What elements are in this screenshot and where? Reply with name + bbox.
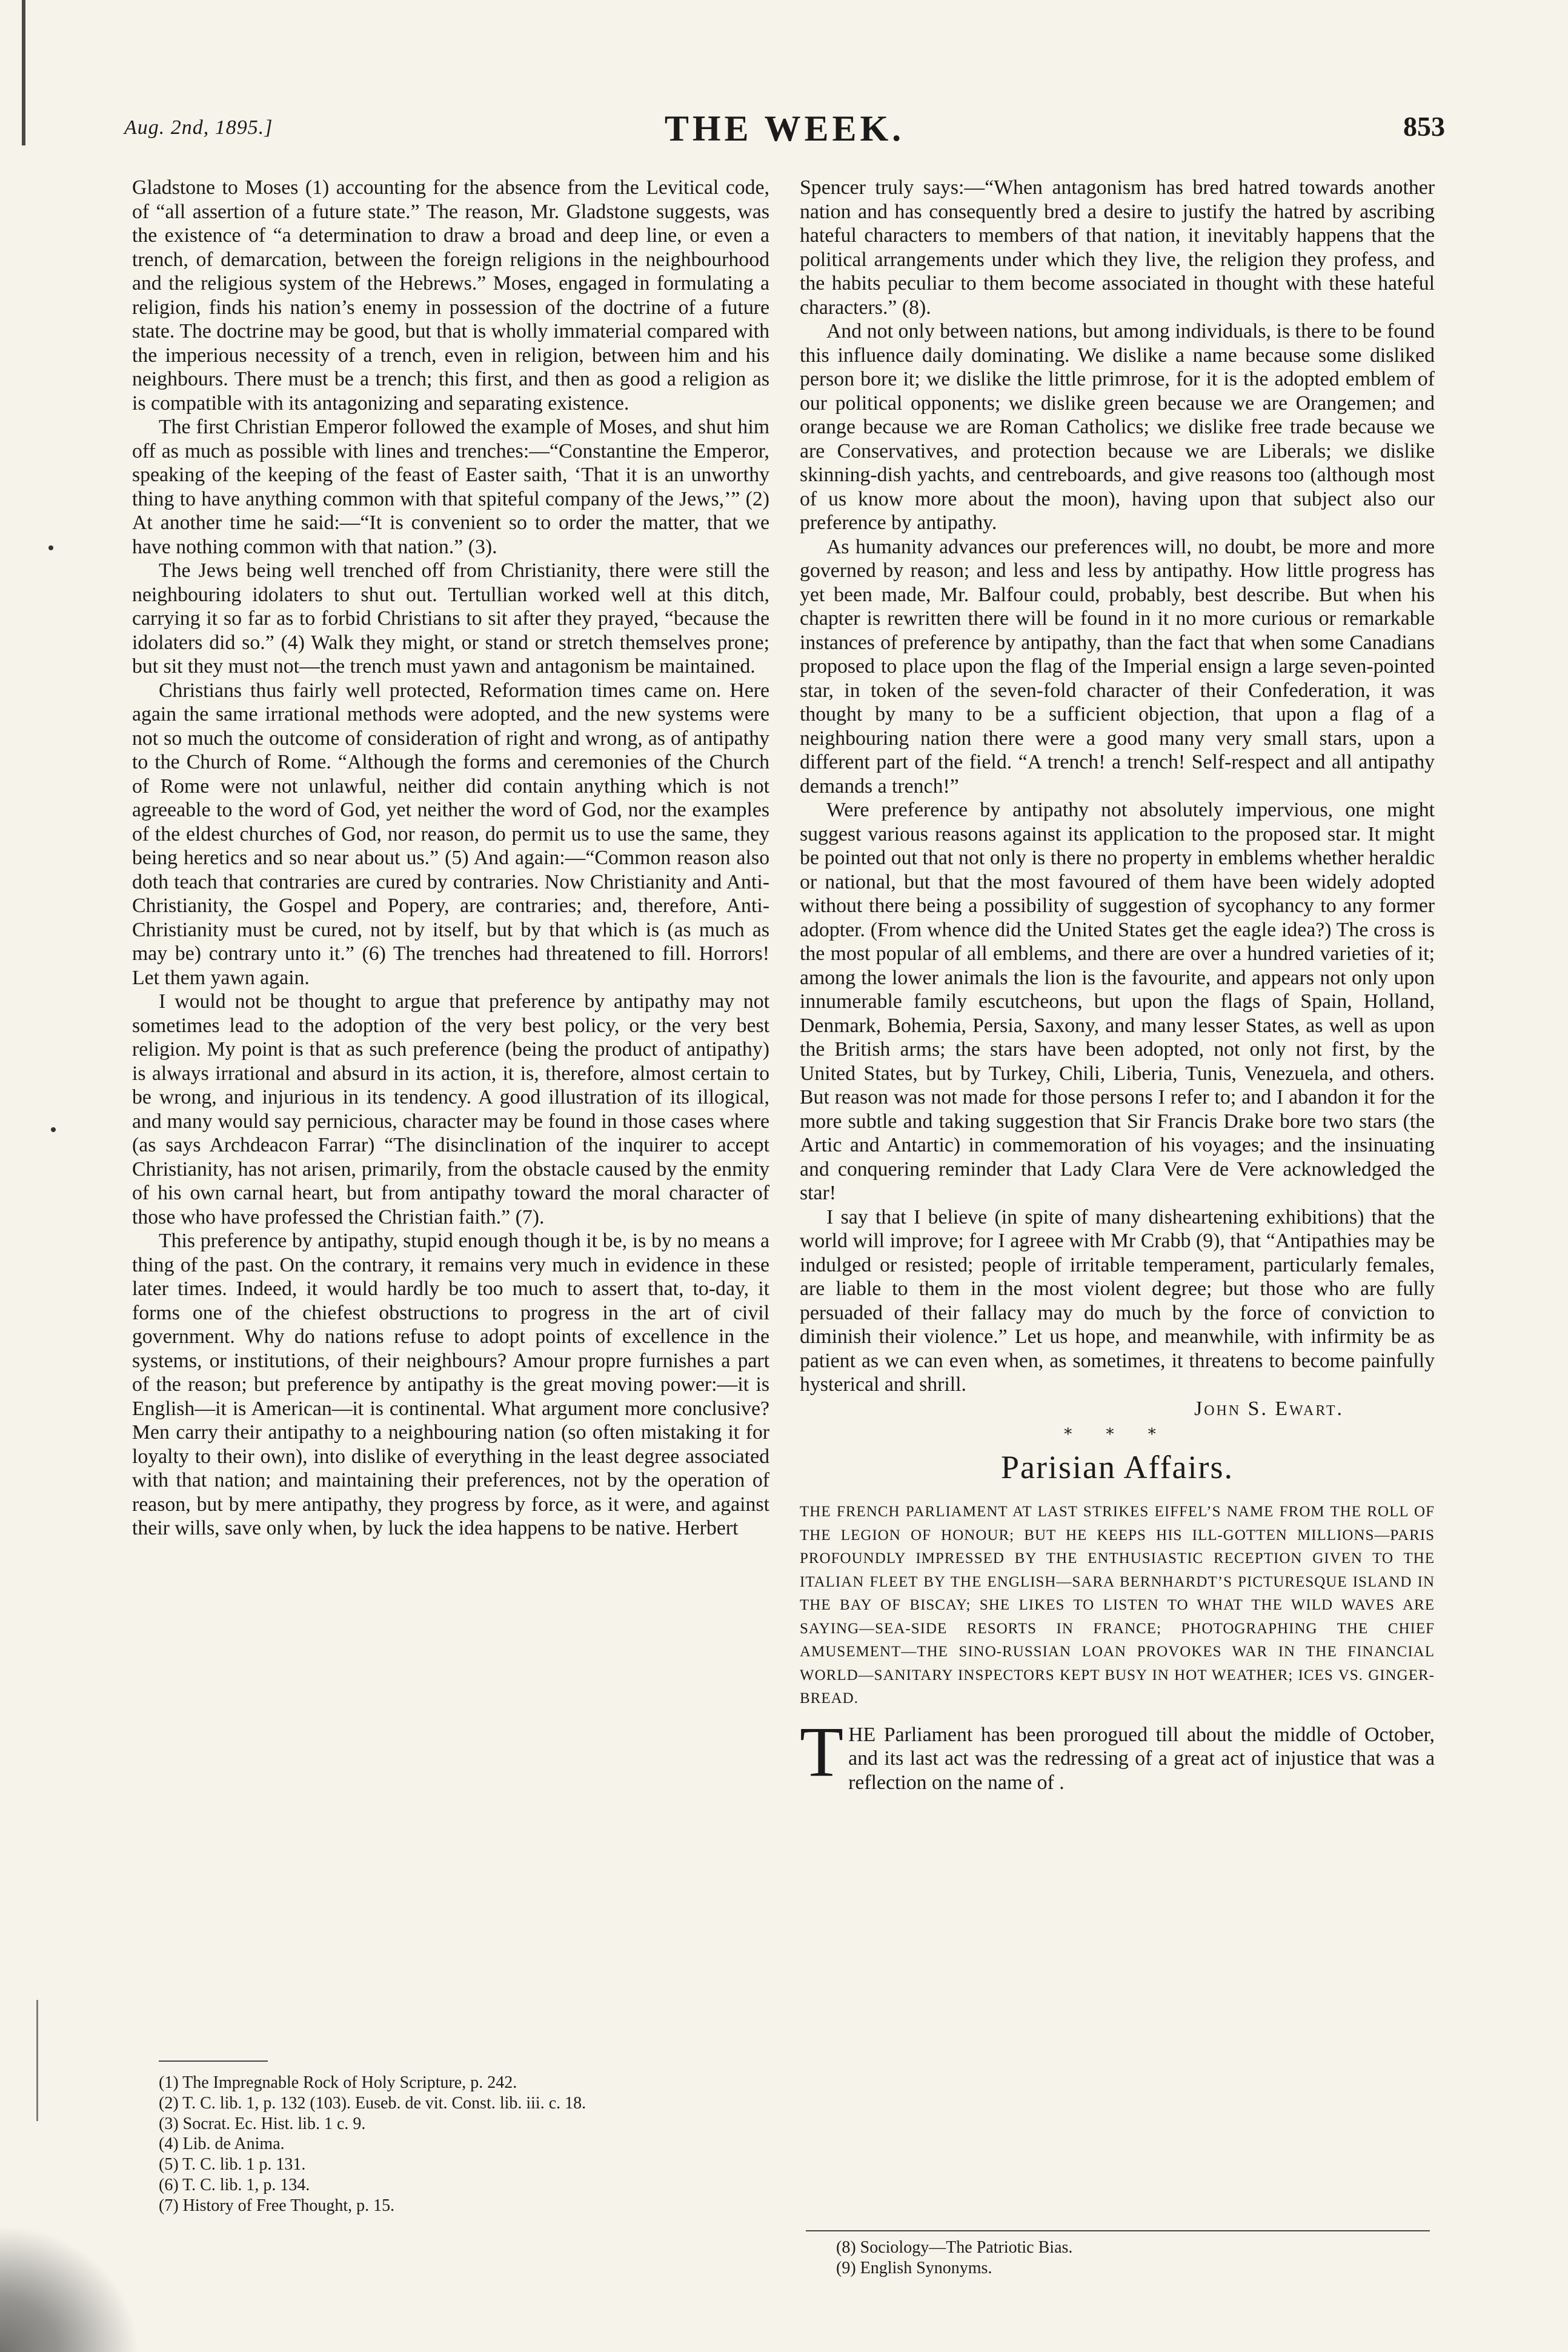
section-opening-paragraph [800,1711,1435,1795]
section-summary: THE FRENCH PARLIAMENT AT LAST STRIKES EIFFEL’S NAME FROM THE ROLL OF THE LEGION OF HONOUR; BUT HE KEEPS HIS ILL-GOTTEN MILLIONS—PARIS PROFOUNDLY IMPRESSED BY THE ENTHUSIASTIC RECEPTION GIVEN TO THE ITALIAN FLEET BY THE ENGLISH—SARA BERNHARDT’S PICTURESQUE ISLAND IN THE BAY OF BISCAY; SHE LIKES TO LISTEN TO WHAT THE WILD WAVES ARE SAYING—SEA-SIDE RESORTS IN FRANCE; PHOTOGRAPHING THE CHIEF AMUSEMENT—THE SINO-RUSSIAN LOAN PROVOKES WAR IN THE FINANCIAL WORLD—SANITARY INSPECTORS KEPT BUSY IN HOT WEATHER; ICES VS. GINGER-BREAD. [800,1504,1435,1707]
drop-cap-rest: HE [848,1723,876,1746]
article-paragraph: I say that I believe (in spite of many disheartening exhibitions) that the world will improve; for I agreee with Mr Crabb (9), that “Antipathies may be indulged or resisted; people of irritable temperament, particularly females, are liable to them in the most violent degree; but those who are fully persuaded of their fallacy may do much by the force of conviction to diminish their violence.” Let us hope, and meanwhile, with infirmity be as patient as we can even when, as sometimes, it threatens to become painfully hysterical and shrill. [800,1205,1435,1396]
section-divider-stars: * * * [1064,1425,1171,1444]
page-number: 853 [1403,111,1445,142]
footnote: (2) T. C. lib. 1, p. 132 (103). Euseb. de vit. Const. lib. iii. c. 18. [159,2093,586,2113]
page-header [124,108,1445,156]
masthead-title: THE WEEK. [664,108,905,148]
footnote-rule [159,2060,268,2062]
author-signature [800,1397,1435,1421]
section-title: Parisian Affairs. [1001,1449,1234,1485]
article-paragraph: The Jews being well trenched off from Christianity, there were still the neighbouring idolaters to shut out. Tertullian worked well at this ditch, carrying it so far as to forbid Christians to sit after they prayed, “because the idolaters did so.” (4) Walk they might, or stand or stretch themselves prone; but sit they must not—the trench must yawn and antagonism be maintained. [132,559,769,678]
article-paragraph: Were preference by antipathy not absolutely impervious, one might suggest various reasons against its application to the proposed star. It might be pointed out that not only is there no property in emblems whether heraldic or national, but that the most favoured of them have been widely adopted without there being a possibility of suggestion of sycophancy to any former adopter. (From whence did the United States get the eagle idea?) The cross is the most popular of all emblems, and there are over a hundred varieties of it; among the lower animals the lion is the favourite, and appears not only upon innumerable family escutcheons, but upon the flags of Spain, Holland, Denmark, Bohemia, Persia, Saxony, and many lesser States, as well as upon the British arms; the stars have been adopted, not only not first, by the United States, but by Turkey, Chili, Liberia, Tunis, Venezuela, and others. But reason was not made for those persons I refer to; and I abandon it for the more subtle and taking suggestion that Sir Francis Drake bore two stars (the Artic and Antartic) in commemoration of his voyages; and the insinuating and conquering reminder that Lady Clara Vere de Vere acknowledged the star! [800,799,1435,1204]
margin-mark [51,1127,56,1132]
opening-text: Parliament has been prorogued till about the middle of October, and its last act was the redressing of a great act of injustice that was a reflection on the name of . [848,1723,1435,1794]
left-column [132,176,769,1541]
footnote: (6) T. C. lib. 1, p. 134. [159,2175,310,2194]
footnote: (5) T. C. lib. 1 p. 131. [159,2155,306,2174]
article-paragraph: I would not be thought to argue that preference by antipathy may not sometimes lead to the adoption of the very best policy, or the very best religion. My point is that as such preference (being the product of antipathy) is always irrational and absurd in its action, it is, therefore, almost certain to be wrong, and injurious in its tendency. A good illustration of its illogical, and many would say pernicious, character may be found in those cases where (as says Archdeacon Farrar) “The disinclination of the inquirer to accept Christianity, has not arisen, primarily, from the obstacle caused by the enmity of his own carnal heart, but from antipathy toward the moral character of those who have professed the Christian faith.” (7). [132,990,769,1228]
article-paragraph: This preference by antipathy, stupid enough though it be, is by no means a thing of the past. On the contrary, it remains very much in evidence in these later times. Indeed, it would hardly be too much to assert that, to-day, it forms one of the chiefest obstructions to progress in the art of civil government. Why do nations refuse to adopt points of excellence in the systems, or institutions, of their neighbours? Amour propre furnishes a part of the reason; but preference by antipathy is the great moving power:—it is English—it is American—it is continental. What argument more conclusive? Men carry their antipathy to a neighbouring nation (so often mistaking it for loyalty to their own), into dislike of everything in the least degree associated with that nation; and maintaining their preferences, not by the operation of reason, but by mere antipathy, they progress by force, as it were, and against their wills, save only when, by luck the idea happens to be native. Herbert [132,1230,769,1539]
footnote: (8) Sociology—The Patriotic Bias. [836,2238,1073,2257]
right-footnotes [836,2237,1381,2279]
footnote: (3) Socrat. Ec. Hist. lib. 1 c. 9. [159,2114,366,2133]
footnote: (4) Lib. de Anima. [159,2134,285,2154]
article-paragraph: Gladstone to Moses (1) accounting for the absence from the Levitical code, of “all assertion of a future state.” The reason, Mr. Gladstone suggests, was the existence of “a determination to draw a broad and deep line, or even a trench, of demarcation, between the foreign religions in the neighbourhood and the religious system of the Hebrews.” Moses, engaged in formulating a religion, finds his nation’s enemy in possession of the doctrine of a future state. The doctrine may be good, but that is wholly immaterial compared with the imperious necessity of a trench, even in religion, between him and his neighbours. There must be a trench; this first, and then as good a religion as is compatible with its antagonizing and separating existence. [132,176,769,415]
article-paragraph: As humanity advances our preferences will, no doubt, be more and more governed by reason; and less and less by antipathy. How little progress has yet been made, Mr. Balfour could, probably, best describe. But when his chapter is rewritten there will be found in it no more curious or remarkable instances of preference by antipathy, than the fact that when some Canadians proposed to place upon the flag of the Imperial ensign a large seven-pointed star, in token of the seven-fold character of their Confederation, it was thought by many to be a sufficient objection, that upon a flag of a neighbouring nation there were a good many very small stars, upon a different part of the field. “A trench! a trench! Self-respect and all antipathy demands a trench!” [800,535,1435,798]
article-paragraph: Spencer truly says:—“When antagonism has bred hatred towards another nation and has consequently bred a desire to justify the hatred by ascribing hateful characters to members of that nation, it inevitably happens that the political arrangements under which they live, the religion they profess, and the habits peculiar to them become associated in thought with these hateful characters.” (8). [800,176,1435,319]
left-footnotes [159,2073,765,2216]
margin-rule [22,0,25,145]
article-paragraph: And not only between nations, but among individuals, is there to be found this influence daily dominating. We dislike a name because some disliked person bore it; we dislike the little primrose, for it is the adopted emblem of our political opponents; we dislike green because we are Orangemen; and orange because we are Roman Catholics; we dislike free trade because we are Conservatives, and protection because we are Liberals; we dislike skinning-dish yachts, and centreboards, and give reasons too (although most of us know more about the moon), having upon that subject also our preference by antipathy. [800,320,1435,534]
article-paragraph: Christians thus fairly well protected, Reformation times came on. Here again the same irrational methods were adopted, and the new systems were not so much the outcome of consideration of right and wrong, as of antipathy to the Church of Rome. “Although the forms and ceremonies of the Church of Rome were not unlawful, neither did contain anything which is not agreeable to the word of God, yet neither the word of God, nor the examples of the eldest churches of God, nor reason, do permit us to use the same, they being heretics and so near about us.” (5) And again:—“Common reason also doth teach that contraries are cured by contraries. Now Christianity and Anti-Christianity, the Gospel and Popery, are contraries; and, therefore, Anti-Christianity must be cured, not by itself, but by that which is (as much as may be) contrary unto it.” (6) The trenches had threatened to fill. Horrors! Let them yawn again. [132,679,769,989]
footnote: (7) History of Free Thought, p. 15. [159,2196,395,2215]
article-paragraph: The first Christian Emperor followed the example of Moses, and shut him off as much as possible with lines and trenches:—“Constantine the Emperor, speaking of the keeping of the feast of Easter saith, ‘That it is an unworthy thing to have anything common with that spiteful company of the Jews,’” (2) At another time he said:—“It is convenient so to order the matter, that we have nothing common with that nation.” (3). [132,416,769,558]
right-column [800,176,1435,1794]
margin-mark [48,545,53,550]
margin-rule-lower [36,2000,38,2121]
footnote: (9) English Synonyms. [836,2258,992,2277]
author-name: John S. Ewart. [1194,1397,1344,1420]
drop-cap: T [800,1711,844,1791]
footnote-rule [806,2230,1430,2231]
footnote: (1) The Impregnable Rock of Holy Scripture, p. 242. [159,2073,517,2092]
page-damage [0,2225,139,2352]
issue-date: Aug. 2nd, 1895.] [124,116,273,139]
